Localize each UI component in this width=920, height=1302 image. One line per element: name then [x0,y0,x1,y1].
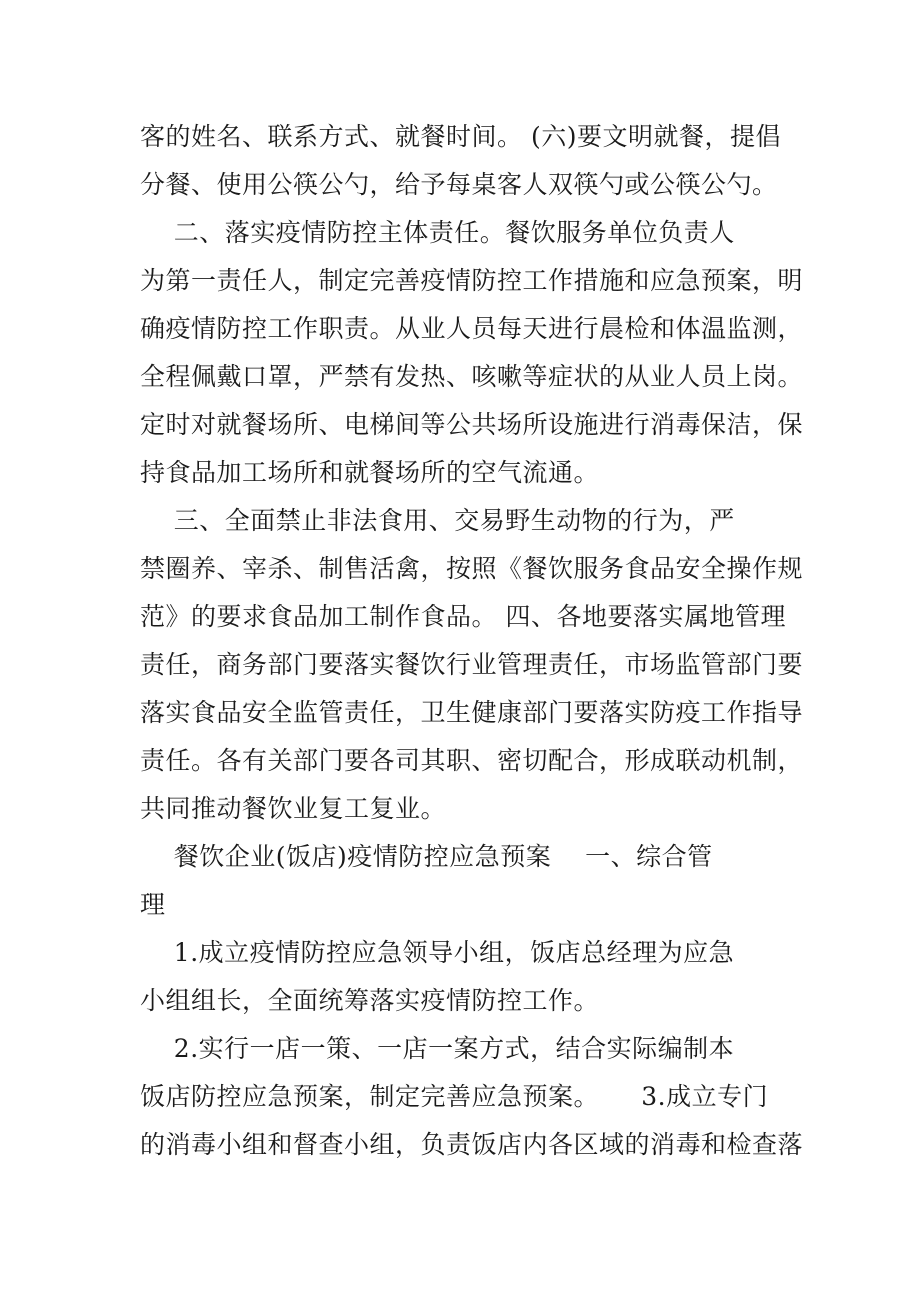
text-line: 客的姓名、联系方式、就餐时间。 (六)要文明就餐，提倡 [140,122,781,151]
text-line: 责任，商务部门要落实餐饮行业管理责任，市场监管部门要 [140,650,804,679]
text-line: 责任。各有关部门要各司其职、密切配合，形成联动机制， [140,746,804,775]
text-line: 定时对就餐场所、电梯间等公共场所设施进行消毒保洁，保 [140,410,804,439]
text-line: 落实食品安全监管责任，卫生健康部门要落实防疫工作指导 [140,698,804,727]
text-line: 餐饮企业(饭店)疫情防控应急预案 一、综合管 [140,842,713,871]
text-line: 二、落实疫情防控主体责任。餐饮服务单位负责人 [140,218,735,247]
text-line: 分餐、使用公筷公勺，给予每桌客人双筷勺或公筷公勺。 [140,170,778,199]
text-line: 2.实行一店一策、一店一案方式，结合实际编制本 [140,1034,735,1063]
text-line: 理 [140,890,166,919]
text-line: 饭店防控应急预案，制定完善应急预案。 3.成立专门 [140,1082,769,1111]
text-line: 禁圈养、宰杀、制售活禽，按照《餐饮服务食品安全操作规 [140,554,804,583]
text-line: 范》的要求食品加工制作食品。 四、各地要落实属地管理 [140,602,786,631]
text-line: 三、全面禁止非法食用、交易野生动物的行为，严 [140,506,735,535]
text-line: 为第一责任人，制定完善疫情防控工作措施和应急预案，明 [140,266,804,295]
text-line: 小组组长，全面统筹落实疫情防控工作。 [140,986,600,1015]
text-line: 持食品加工场所和就餐场所的空气流通。 [140,458,600,487]
text-line: 共同推动餐饮业复工复业。 [140,794,447,823]
text-line: 全程佩戴口罩，严禁有发热、咳嗽等症状的从业人员上岗。 [140,362,804,391]
text-line: 1.成立疫情防控应急领导小组，饭店总经理为应急 [140,938,735,967]
text-line: 确疫情防控工作职责。从业人员每天进行晨检和体温监测， [140,314,804,343]
text-line: 的消毒小组和督查小组，负责饭店内各区域的消毒和检查落 [140,1130,804,1159]
